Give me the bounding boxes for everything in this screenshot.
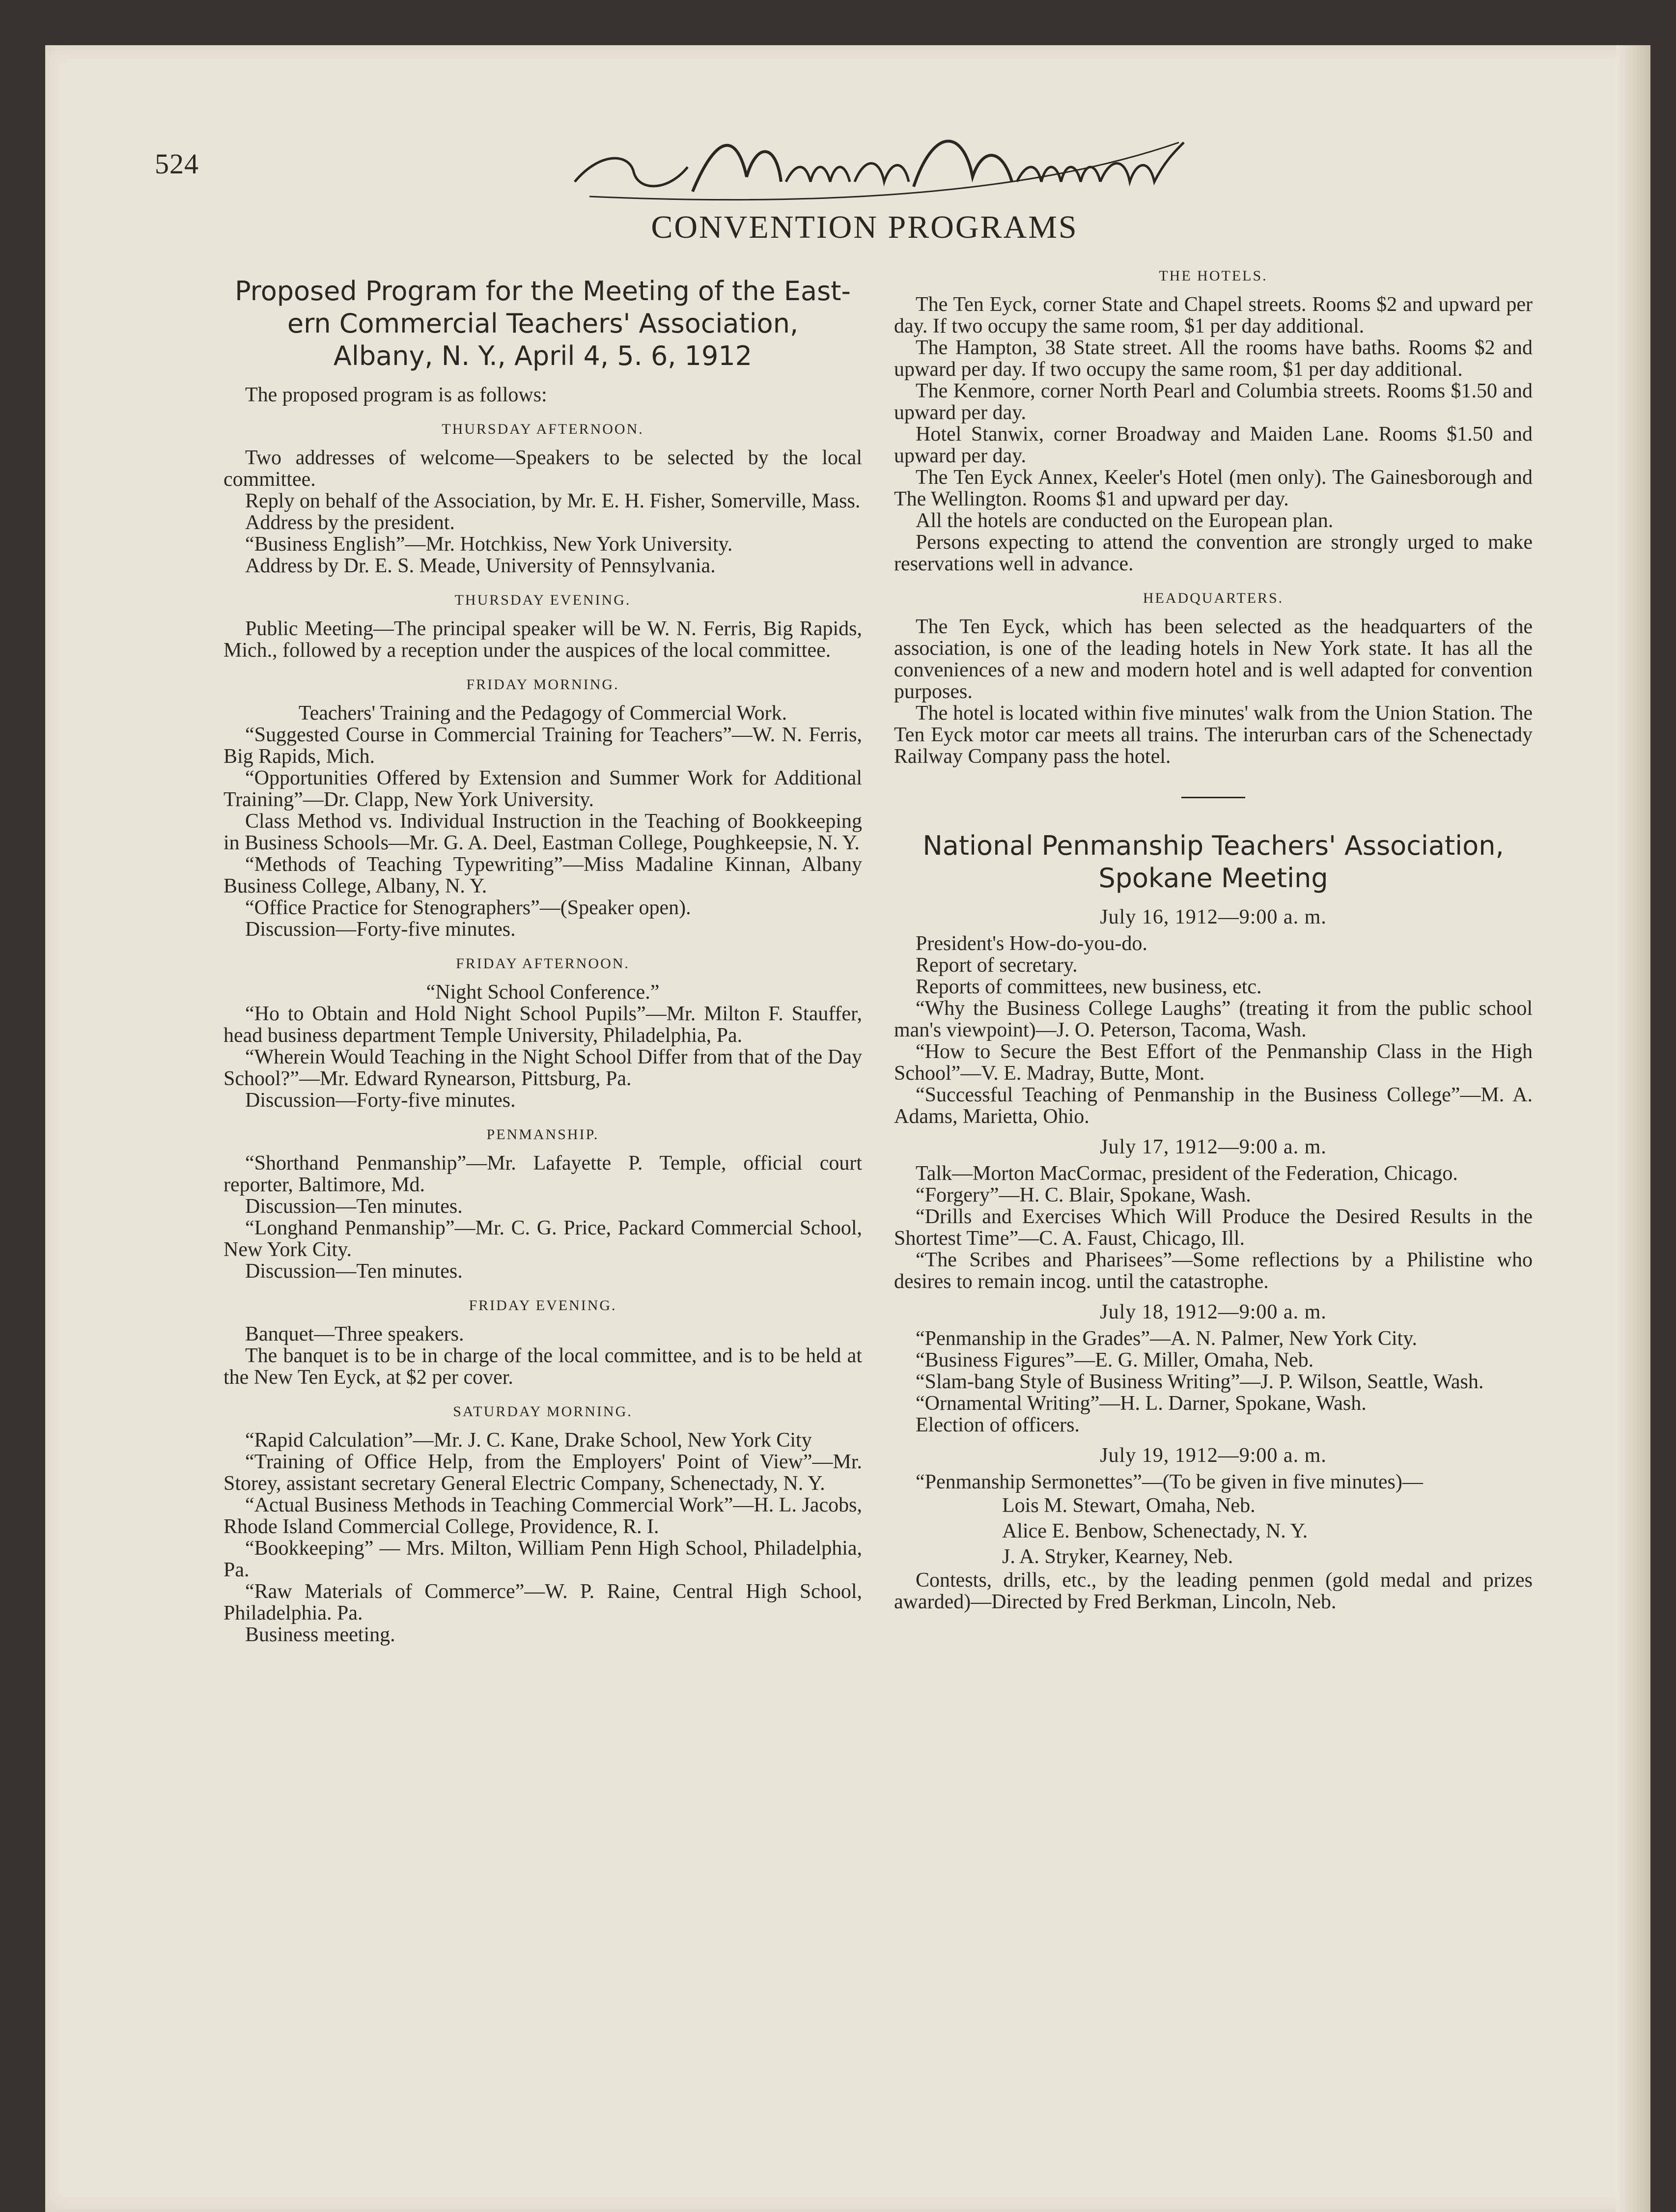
heading-line: Proposed Program for the Meeting of the East-	[235, 276, 851, 307]
headquarters-text: The hotel is located within five minutes' walk from the Union Station. The Ten Eyck motor car meets all trains. The interurban cars of the Schenectady Railway Company pass the hotel.	[894, 702, 1533, 768]
session-subtitle: Teachers' Training and the Pedagogy of Commercial Work.	[298, 702, 787, 725]
program-item: “Ornamental Writing”—H. L. Darner, Spokane, Wash.	[916, 1392, 1367, 1415]
program-item: “Office Practice for Stenographers”—(Speaker open).	[245, 896, 691, 919]
section-heading: FRIDAY EVENING.	[469, 1297, 617, 1314]
page-edge	[1616, 45, 1650, 2212]
program-item: President's How-do-you-do.	[916, 932, 1147, 955]
speaker-name: Alice E. Benbow, Schenectady, N. Y.	[1002, 1520, 1308, 1542]
program-item: Talk—Morton MacCormac, president of the Federation, Chicago.	[916, 1162, 1458, 1185]
session-date: July 17, 1912—9:00 a. m.	[1100, 1136, 1327, 1158]
program-item: “How to Secure the Best Effort of the Penmanship Class in the High School”—V. E. Madray, Butte, Mont.	[894, 1040, 1533, 1085]
program-item: Discussion—Ten minutes.	[245, 1195, 463, 1218]
program-item: Reports of committees, new business, etc.	[916, 976, 1262, 998]
section-heading: FRIDAY AFTERNOON.	[456, 955, 630, 972]
section-title: CONVENTION PROGRAMS	[651, 209, 1078, 245]
masthead-script-logo	[560, 123, 1194, 206]
program-item: Address by the president.	[245, 511, 455, 534]
program-item: Election of officers.	[916, 1414, 1080, 1436]
program-item: Class Method vs. Individual Instruction in the Teaching of Bookkeeping in Business Schools—Mr. G. A. Deel, Eastman College, Poughkeepsie, N. Y.	[223, 810, 862, 854]
program-item: Report of secretary.	[916, 954, 1078, 977]
program-item: “Actual Business Methods in Teaching Commercial Work”—H. L. Jacobs, Rhode Island Commercial College, Providence, R. I.	[223, 1494, 862, 1538]
program-item: “Business Figures”—E. G. Miller, Omaha, Neb.	[916, 1349, 1314, 1372]
program-item: “Longhand Penmanship”—Mr. C. G. Price, Packard Commercial School, New York City.	[223, 1217, 862, 1261]
heading-line: Spokane Meeting	[1098, 863, 1328, 894]
program-item: “Shorthand Penmanship”—Mr. Lafayette P. Temple, official court reporter, Baltimore, Md.	[223, 1152, 862, 1196]
session-date: July 16, 1912—9:00 a. m.	[1100, 906, 1327, 928]
program-item: “Business English”—Mr. Hotchkiss, New York University.	[245, 533, 733, 556]
program-item: “Raw Materials of Commerce”—W. P. Raine, Central High School, Philadelphia. Pa.	[223, 1580, 862, 1624]
speaker-list	[1002, 1493, 1533, 1569]
program-item: The banquet is to be in charge of the local committee, and is to be held at the New Ten Eyck, at $2 per cover.	[223, 1344, 862, 1389]
program-item: “Forgery”—H. C. Blair, Spokane, Wash.	[916, 1184, 1251, 1206]
heading-line: Albany, N. Y., April 4, 5. 6, 1912	[333, 340, 753, 371]
section-heading: HEADQUARTERS.	[1143, 590, 1284, 606]
program-item: “The Scribes and Pharisees”—Some reflections by a Philistine who desires to remain incog. until the catastrophe.	[894, 1249, 1533, 1293]
program-item: “Drills and Exercises Which Will Produce the Desired Results in the Shortest Time”—C. A. Faust, Chicago, Ill.	[894, 1205, 1533, 1250]
hotel-item: The Hampton, 38 State street. All the rooms have baths. Rooms $2 and upward per day. If two occupy the same room, $1 per day additional.	[894, 336, 1533, 381]
program-item: “Why the Business College Laughs” (treating it from the public school man's viewpoint)—J. O. Peterson, Tacoma, Wash.	[894, 997, 1533, 1041]
program-item: “Suggested Course in Commercial Training for Teachers”—W. N. Ferris, Big Rapids, Mich.	[223, 724, 862, 768]
hotel-item: The Ten Eyck Annex, Keeler's Hotel (men only). The Gainesborough and The Wellington. Rooms $1 and upward per day.	[894, 466, 1533, 510]
program-item: Reply on behalf of the Association, by Mr. E. H. Fisher, Somerville, Mass.	[245, 490, 861, 512]
heading-line: ern Commercial Teachers' Association,	[287, 308, 799, 339]
session-date: July 19, 1912—9:00 a. m.	[1100, 1444, 1327, 1467]
section-heading: FRIDAY MORNING.	[466, 676, 619, 693]
program-item: Discussion—Forty-five minutes.	[245, 1089, 516, 1112]
headquarters-text: The Ten Eyck, which has been selected as the headquarters of the association, is one of the leading hotels in New York state. It has all the conveniences of a new and modern hotel and is well adapted for convention purposes.	[894, 616, 1533, 703]
hotel-item: Hotel Stanwix, corner Broadway and Maiden Lane. Rooms $1.50 and upward per day.	[894, 423, 1533, 467]
program-item: Address by Dr. E. S. Meade, University of Pennsylvania.	[245, 555, 716, 577]
left-column	[223, 275, 862, 1646]
hotel-item: All the hotels are conducted on the European plan.	[916, 509, 1334, 532]
masthead-logo	[560, 123, 1194, 206]
section-heading: THURSDAY EVENING.	[454, 592, 631, 608]
section-heading: PENMANSHIP.	[486, 1126, 599, 1143]
session-date: July 18, 1912—9:00 a. m.	[1100, 1301, 1327, 1323]
section-heading: SATURDAY MORNING.	[453, 1403, 633, 1420]
hotel-item: The Ten Eyck, corner State and Chapel streets. Rooms $2 and upward per day. If two occupy the same room, $1 per day additional.	[894, 293, 1533, 337]
speaker-name: Lois M. Stewart, Omaha, Neb.	[1002, 1494, 1256, 1517]
program-item: “Opportunities Offered by Extension and Summer Work for Additional Training”—Dr. Clapp, New York University.	[223, 767, 862, 811]
program-item: “Successful Teaching of Penmanship in the Business College”—M. A. Adams, Marietta, Ohio.	[894, 1084, 1533, 1128]
program-item: “Rapid Calculation”—Mr. J. C. Kane, Drake School, New York City	[245, 1429, 812, 1452]
spokane-meeting-heading	[894, 830, 1533, 895]
program-item: Two addresses of welcome—Speakers to be selected by the local committee.	[223, 447, 862, 491]
program-item: Discussion—Forty-five minutes.	[245, 918, 516, 941]
program-item: Discussion—Ten minutes.	[245, 1260, 463, 1283]
program-item: “Penmanship in the Grades”—A. N. Palmer, New York City.	[916, 1327, 1417, 1350]
speaker-name: J. A. Stryker, Kearney, Neb.	[1002, 1545, 1233, 1568]
program-item: Public Meeting—The principal speaker will be W. N. Ferris, Big Rapids, Mich., followed by a reception under the auspices of the local committee.	[223, 617, 862, 662]
right-column	[894, 265, 1533, 1613]
hotel-item: Persons expecting to attend the convention are strongly urged to make reservations well in advance.	[894, 531, 1533, 575]
program-item: “Slam-bang Style of Business Writing”—J. P. Wilson, Seattle, Wash.	[916, 1371, 1484, 1393]
closing-text: Contests, drills, etc., by the leading penmen (gold medal and prizes awarded)—Directed by Fred Berkman, Lincoln, Neb.	[894, 1569, 1533, 1613]
intro-text: The proposed program is as follows:	[245, 384, 547, 406]
program-item: “Ho to Obtain and Hold Night School Pupils”—Mr. Milton F. Stauffer, head business department Temple University, Philadelphia, Pa.	[223, 1003, 862, 1047]
heading-line: National Penmanship Teachers' Association,	[922, 830, 1504, 861]
section-heading: THURSDAY AFTERNOON.	[442, 421, 644, 437]
eastern-program-heading	[223, 275, 862, 372]
section-heading: THE HOTELS.	[1159, 268, 1268, 284]
divider	[1181, 797, 1245, 798]
program-item: “Methods of Teaching Typewriting”—Miss Madaline Kinnan, Albany Business College, Albany, N. Y.	[223, 853, 862, 897]
page-number: 524	[155, 148, 199, 180]
session-subtitle: “Night School Conference.”	[426, 981, 660, 1004]
program-item: Banquet—Three speakers.	[245, 1323, 464, 1345]
hotel-item: The Kenmore, corner North Pearl and Columbia streets. Rooms $1.50 and upward per day.	[894, 380, 1533, 424]
program-item: “Training of Office Help, from the Employers' Point of View”—Mr. Storey, assistant secretary General Electric Company, Schenectady, N. Y.	[223, 1451, 862, 1495]
program-item: Business meeting.	[245, 1624, 395, 1646]
program-item: “Bookkeeping” — Mrs. Milton, William Penn High School, Philadelphia, Pa.	[223, 1537, 862, 1581]
program-item: “Wherein Would Teaching in the Night School Differ from that of the Day School?”—Mr. Edward Rynearson, Pittsburg, Pa.	[223, 1046, 862, 1090]
program-item: “Penmanship Sermonettes”—(To be given in five minutes)—	[916, 1471, 1423, 1493]
